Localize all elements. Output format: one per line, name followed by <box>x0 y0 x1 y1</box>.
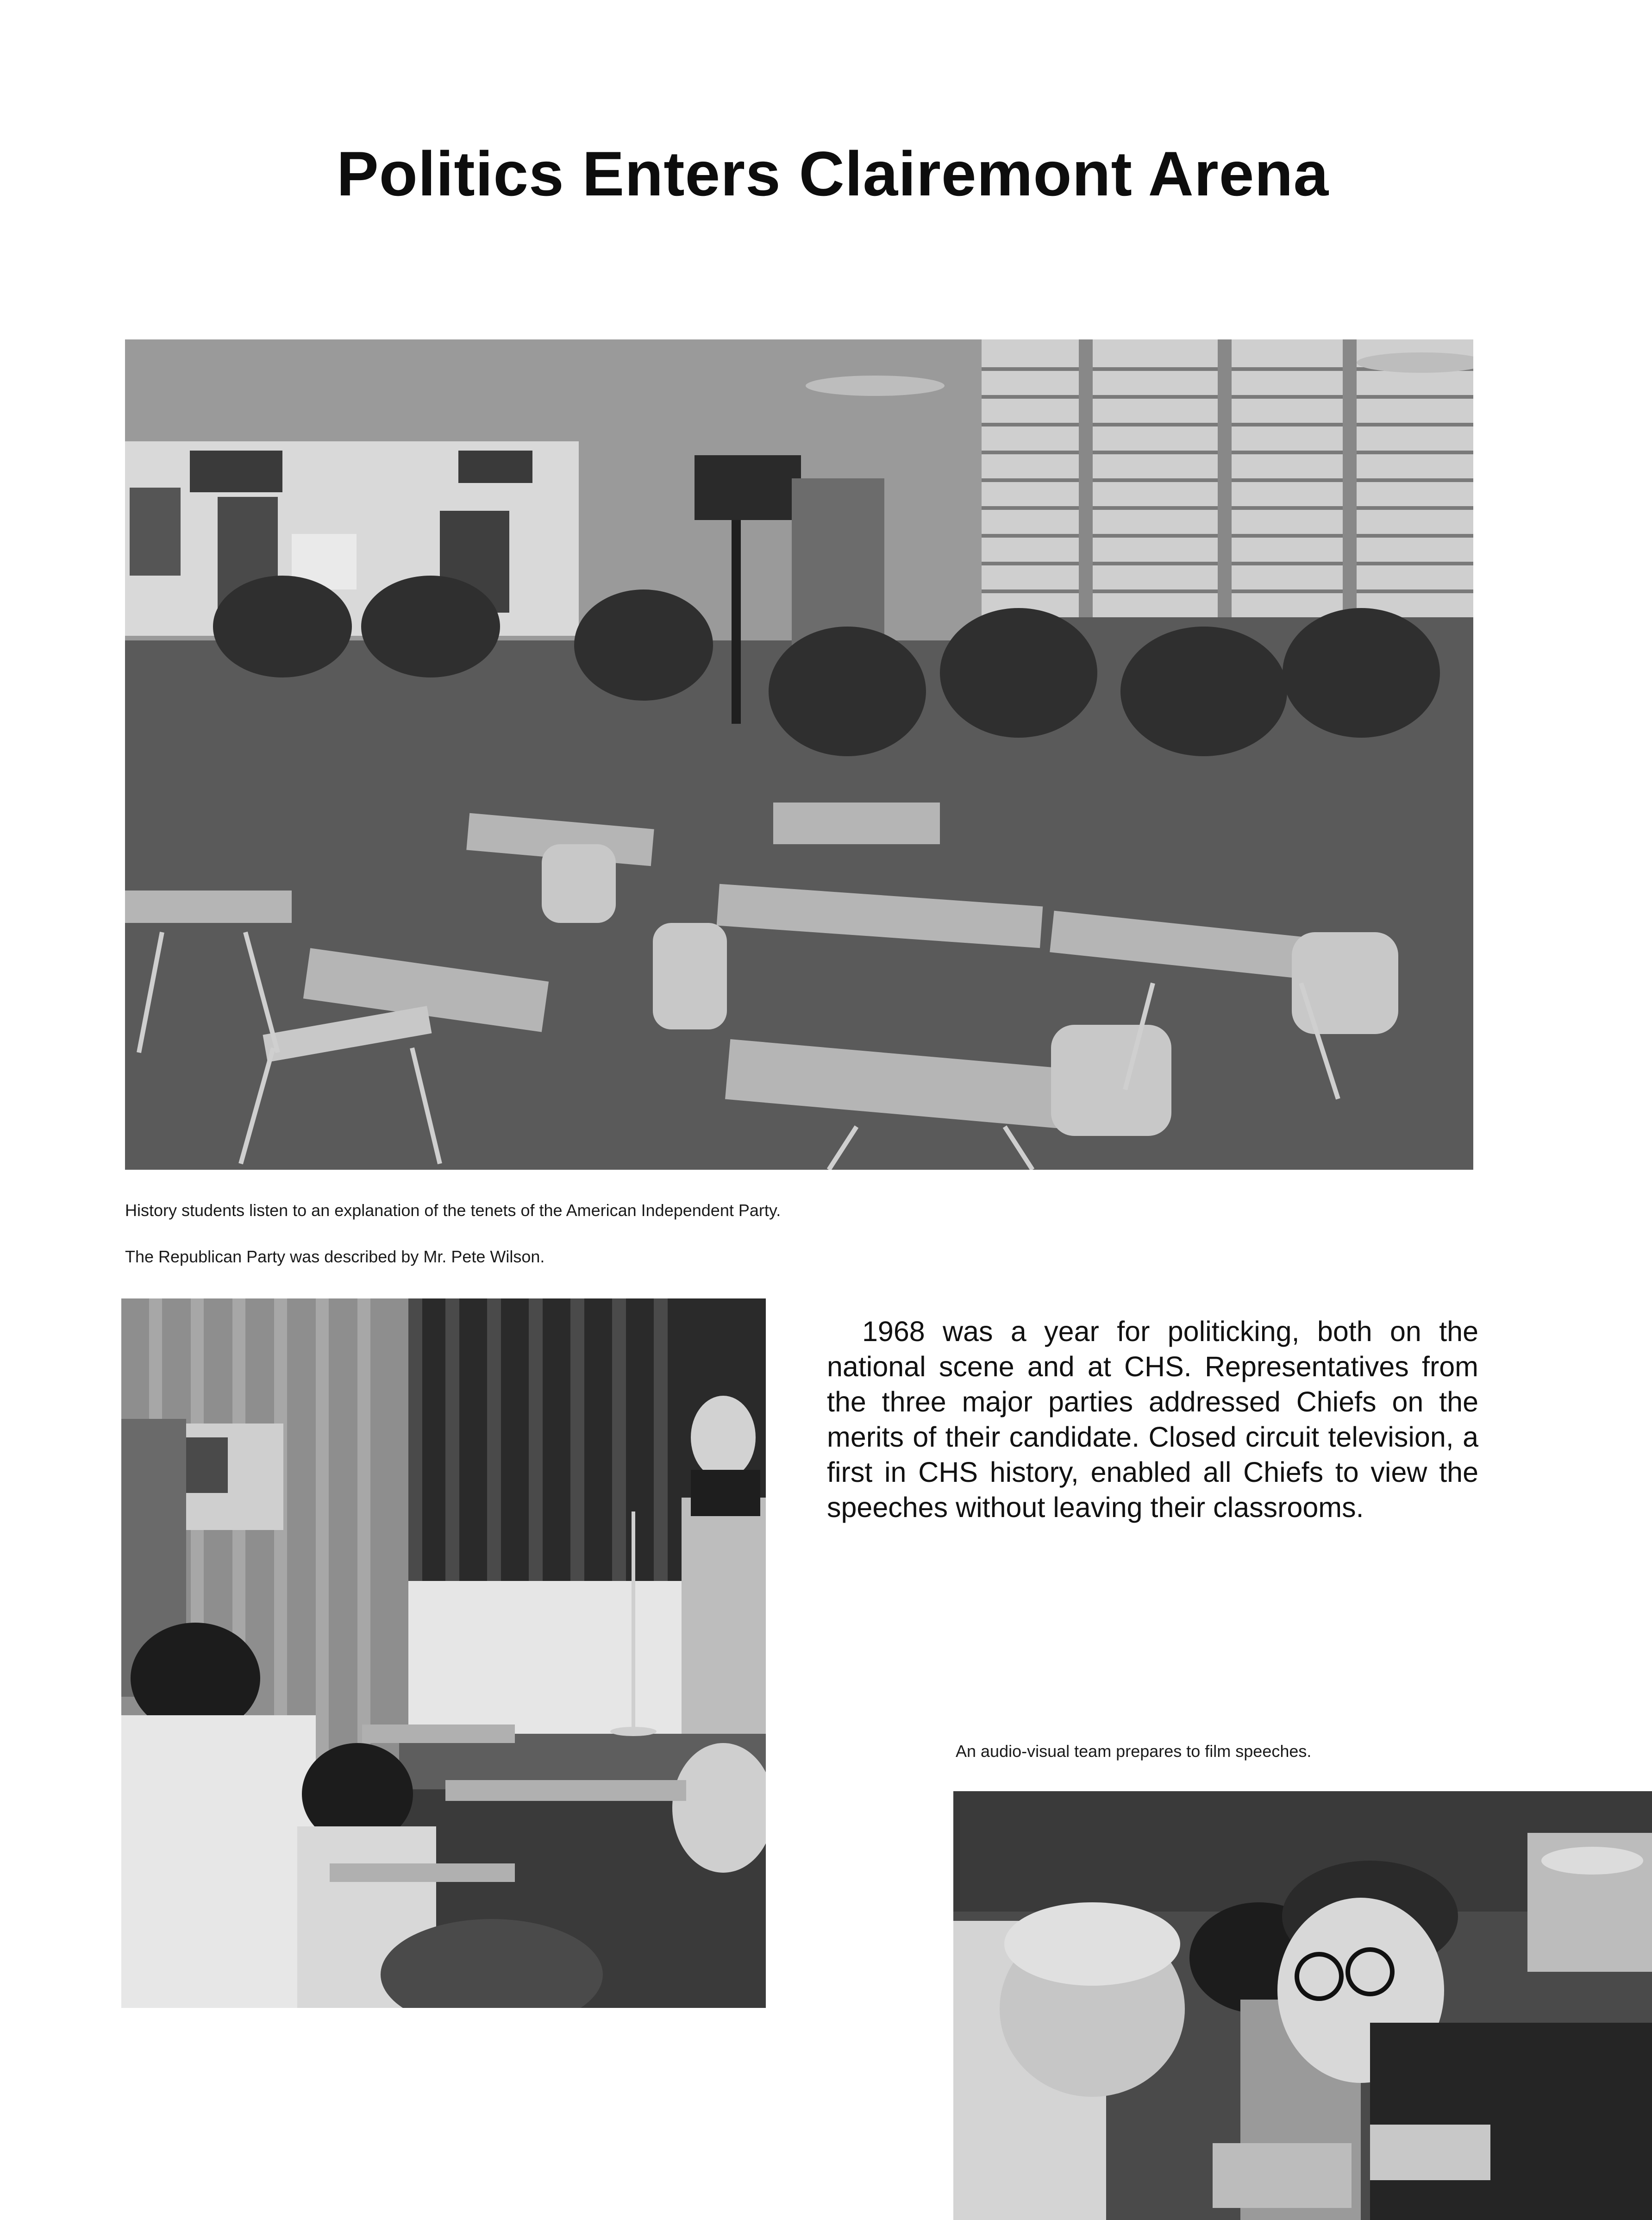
classroom-photo-caption: History students listen to an explanation of the tenets of the American Independent Party. <box>125 1201 781 1220</box>
av-team-photo-caption: An audio-visual team prepares to film speeches. <box>956 1742 1312 1761</box>
page-title: Politics Enters Clairemont Arena <box>337 138 1329 209</box>
stage-photo-caption: The Republican Party was described by Mr. Pete Wilson. <box>125 1247 545 1266</box>
av-team-photo <box>953 1791 1652 2220</box>
stage-photo <box>121 1298 766 2008</box>
article-body: 1968 was a year for politicking, both on the national scene and at CHS. Representatives from the three major parties addressed Chiefs on the merits of their candidate. Closed circuit television, a first in CHS history, enabled all Chiefs to view the speeches without leaving their classrooms. <box>827 1316 1478 1523</box>
classroom-photo <box>125 339 1473 1170</box>
